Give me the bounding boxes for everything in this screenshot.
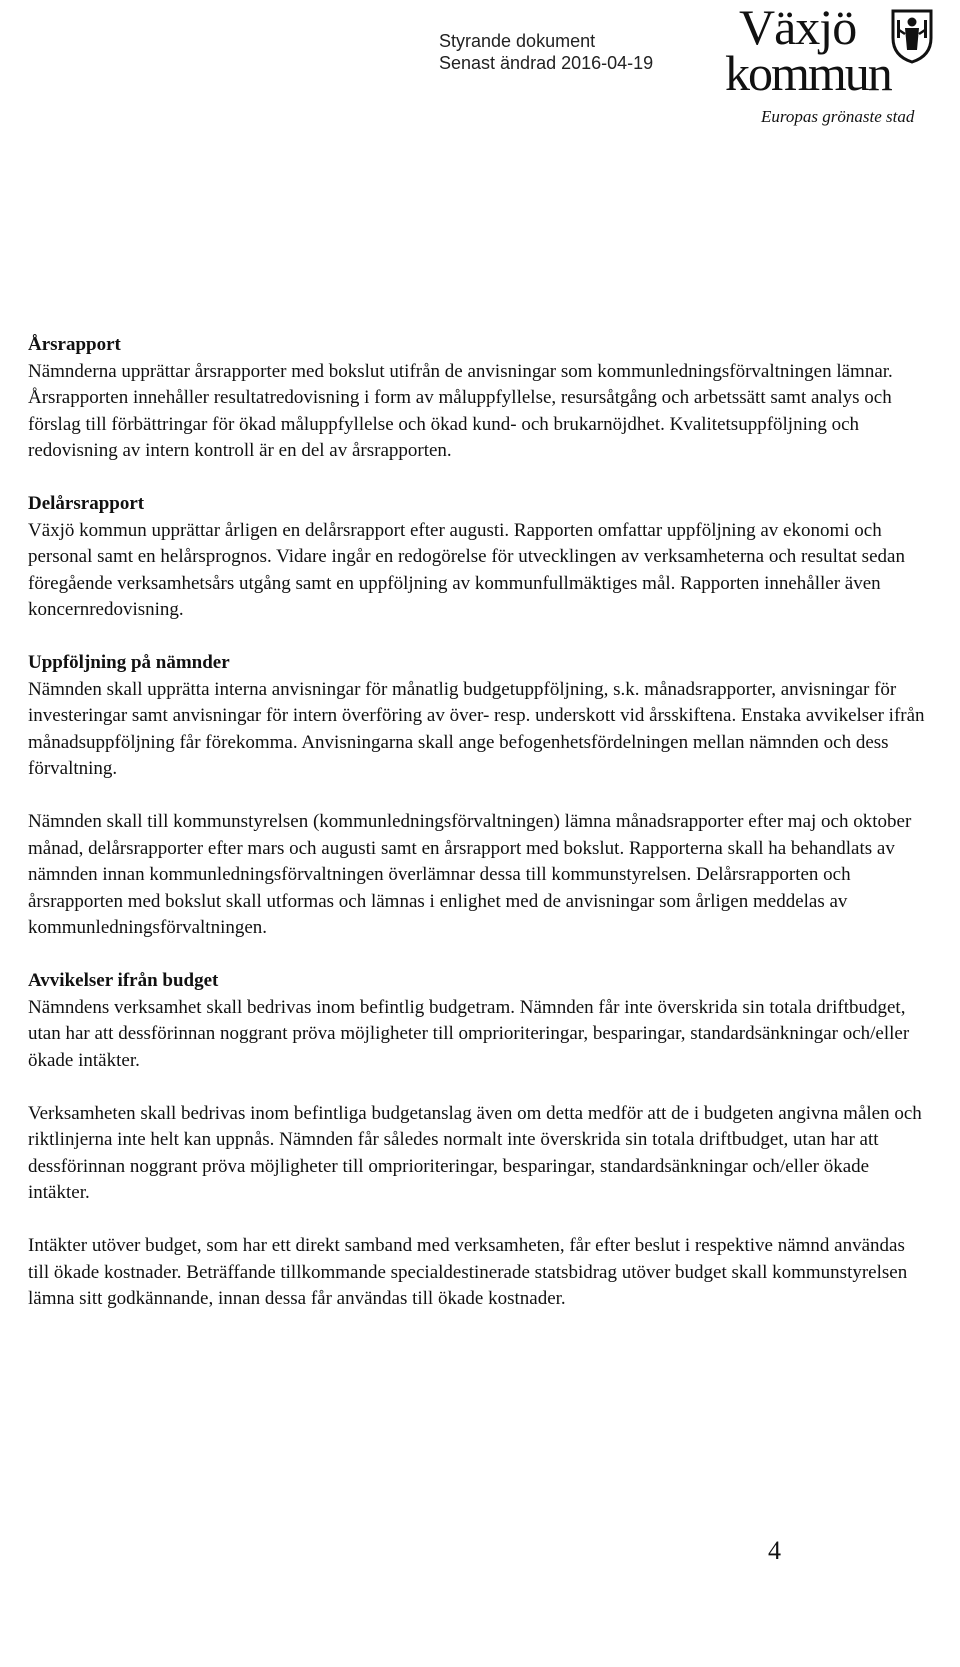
paragraph: Intäkter utöver budget, som har ett direkt samband med verksamheten, får efter beslut i respektive nämnd användas till ökade kostnader. Beträffande tillkommande specialdestinerade statsbidrag utöver budget skall kommunstyrelsen lämna sitt godkännande, innan dessa får användas till ökade kostnader.: [28, 1235, 908, 1309]
document-type: Styrande dokument: [439, 31, 596, 51]
section-heading: Årsrapport: [28, 334, 121, 355]
section-delarsrapport: [28, 491, 928, 624]
logo-tagline: Europas grönaste stad: [761, 107, 915, 126]
document-header: [439, 30, 653, 74]
last-changed-date: Senast ändrad 2016-04-19: [439, 53, 654, 73]
logo-text-vaxjo: Växjö: [739, 0, 857, 55]
coat-of-arms-icon: [890, 8, 934, 64]
section-heading: Delårsrapport: [28, 493, 145, 514]
paragraph: Verksamheten skall bedrivas inom befintliga budgetanslag även om detta medför att de i budgeten angivna målen och riktlinjerna inte helt kan uppnås. Nämnden får således normalt inte överskrida sin totala driftbudget, utan har att dessförinnan noggrant pröva möjligheter till omprioriteringar, besparingar, standardsänkningar och/eller ökade intäkter.: [28, 1102, 922, 1203]
paragraph: Nämnden skall till kommunstyrelsen (kommunledningsförvaltningen) lämna månadsrapporter efter maj och oktober månad, delårsrapporter efter mars och augusti samt en årsrapport med bokslut. Rapporterna skall ha behandlats av nämnden innan kommunledningsförvaltningen överlämnar dessa till kommunstyrelsen. Delårsrapporten och årsrapporten med bokslut skall utformas och lämnas i enlighet med de anvisningar som årligen meddelas av kommunledningsförvaltningen.: [28, 811, 912, 938]
paragraph: Nämnderna upprättar årsrapporter med bokslut utifrån de anvisningar som kommunledningsförvaltningen lämnar. Årsrapporten innehåller resultatredovisning i form av måluppfyllelse, resursåtgång och arbetssätt samt analys och förslag till förbättringar för ökad måluppfyllelse och ökad kund- och brukarnöjdhet. Kvalitetsuppföljning och redovisning av intern kontroll är en del av årsrapporten.: [28, 360, 893, 461]
section-uppfoljning-pa-namnder: [28, 650, 928, 942]
vaxjo-kommun-logo: [725, 2, 953, 132]
section-arsrapport: [28, 332, 928, 465]
section-avvikelser-ifran-budget: [28, 968, 928, 1313]
section-heading: Uppföljning på nämnder: [28, 652, 230, 673]
paragraph: Växjö kommun upprättar årligen en delårsrapport efter augusti. Rapporten omfattar uppföljning av ekonomi och personal samt en helårsprognos. Vidare ingår en redogörelse för utvecklingen av verksamheterna och resultat sedan föregående verksamhetsårs utgång samt en uppföljning av kommunfullmäktiges mål. Rapporten innehåller även koncernredovisning.: [28, 519, 905, 620]
paragraph: Nämndens verksamhet skall bedrivas inom befintlig budgetram. Nämnden får inte överskrida sin totala driftbudget, utan har att dessförinnan noggrant pröva möjligheter till omprioriteringar, besparingar, standardsänkningar och/eller ökade intäkter.: [28, 996, 910, 1071]
logo-text-kommun: kommun: [725, 45, 891, 101]
page-number: 4: [768, 1536, 781, 1565]
section-heading: Avvikelser ifrån budget: [28, 970, 219, 991]
paragraph: Nämnden skall upprätta interna anvisningar för månatlig budgetuppföljning, s.k. månadsrapporter, anvisningar för investeringar samt anvisningar för intern överföring av över- resp. underskott vid årsskiftena. Enstaka avvikelser ifrån månadsuppföljning får förekomma. Anvisningarna skall ange befogenhetsfördelningen mellan nämnden och dess förvaltning.: [28, 678, 925, 779]
document-body: [28, 332, 928, 1339]
